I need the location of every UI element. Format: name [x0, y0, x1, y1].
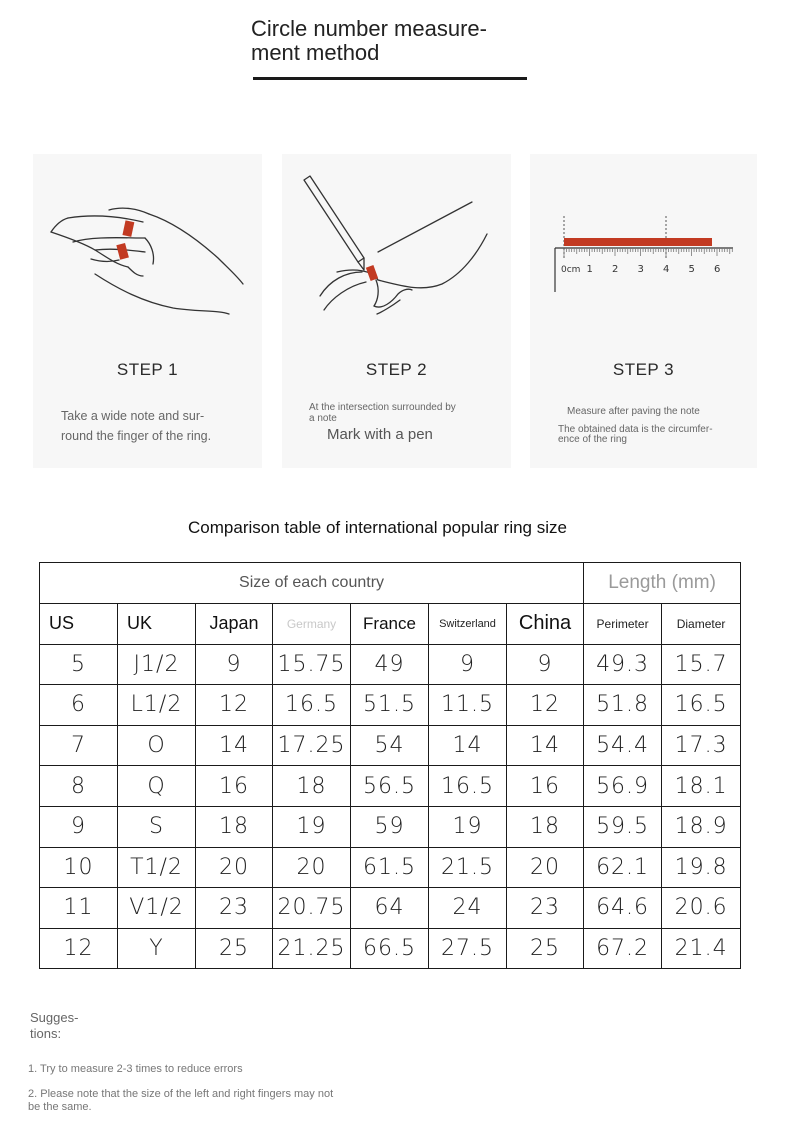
table-cell: 19.8: [662, 847, 741, 888]
page-title: [251, 17, 541, 65]
table-cell: O: [118, 725, 196, 766]
ring-size-table: [39, 562, 741, 969]
table-cell: 16.5: [429, 766, 507, 807]
table-cell: 14: [507, 725, 584, 766]
col-france: France: [351, 604, 429, 645]
table-cell: T1/2: [118, 847, 196, 888]
table-cell: 18: [196, 806, 273, 847]
step-3-card: [530, 154, 757, 468]
table-cell: 14: [429, 725, 507, 766]
table-cell: 16: [196, 766, 273, 807]
table-cell: 19: [429, 806, 507, 847]
table-cell: 21.25: [273, 928, 351, 969]
table-cell: 11.5: [429, 685, 507, 726]
table-cell: 20: [196, 847, 273, 888]
table-row: [40, 888, 741, 929]
table-cell: L1/2: [118, 685, 196, 726]
table-cell: 17.3: [662, 725, 741, 766]
country-size-header: Size of each country: [40, 563, 584, 604]
step-2-label: STEP 2: [365, 360, 428, 379]
table-cell: 27.5: [429, 928, 507, 969]
table-cell: 51.5: [351, 685, 429, 726]
table-cell: 21.5: [429, 847, 507, 888]
table-cell: 11: [40, 888, 118, 929]
table-cell: 64.6: [584, 888, 662, 929]
table-cell: 14: [196, 725, 273, 766]
suggestion-1: 1. Try to measure 2-3 times to reduce errors: [28, 1063, 243, 1075]
col-us: US: [40, 604, 118, 645]
ruler-tick-label: 5: [688, 264, 695, 275]
table-cell: 59: [351, 806, 429, 847]
table-cell: 18: [273, 766, 351, 807]
length-header: Length (mm): [584, 563, 741, 604]
table-row: [40, 847, 741, 888]
table-cell: 59.5: [584, 806, 662, 847]
suggestion-2: 2. Please note that the size of the left and right fingers may not be the same.: [28, 1088, 334, 1113]
table-cell: 18.9: [662, 806, 741, 847]
table-cell: 7: [40, 725, 118, 766]
ruler-tick-label: 2: [612, 264, 619, 275]
table-row: [40, 928, 741, 969]
table-cell: 61.5: [351, 847, 429, 888]
table-cell: 23: [507, 888, 584, 929]
table-cell: Q: [118, 766, 196, 807]
col-china: China: [507, 604, 584, 645]
table-cell: 64: [351, 888, 429, 929]
table-row: [40, 685, 741, 726]
table-cell: 9: [40, 806, 118, 847]
table-cell: 19: [273, 806, 351, 847]
table-cell: 18.1: [662, 766, 741, 807]
ruler-tick-label: 4: [663, 264, 670, 275]
table-row: [40, 806, 741, 847]
table-cell: Y: [118, 928, 196, 969]
table-cell: 25: [507, 928, 584, 969]
table-cell: 49: [351, 644, 429, 685]
col-japan: Japan: [196, 604, 273, 645]
table-cell: V1/2: [118, 888, 196, 929]
table-cell: 24: [429, 888, 507, 929]
table-cell: 16.5: [273, 685, 351, 726]
step-2-note: At the intersection surrounded by a note: [309, 402, 456, 424]
table-cell: 54: [351, 725, 429, 766]
comparison-title: Comparison table of international popular ring size: [188, 518, 567, 537]
ruler-tick-label: 3: [637, 264, 644, 275]
table-cell: 15.7: [662, 644, 741, 685]
step-2-description: Mark with a pen: [327, 426, 433, 443]
table-cell: 21.4: [662, 928, 741, 969]
table-cell: 49.3: [584, 644, 662, 685]
table-cell: 5: [40, 644, 118, 685]
table-cell: 62.1: [584, 847, 662, 888]
ruler-tick-label: 1: [586, 264, 593, 275]
table-cell: 66.5: [351, 928, 429, 969]
col-perimeter: Perimeter: [584, 604, 662, 645]
col-uk: UK: [118, 604, 196, 645]
hand-wrap-tape-icon: [33, 154, 262, 354]
step-3-description: Measure after paving the note: [567, 406, 700, 417]
table-cell: J1/2: [118, 644, 196, 685]
table-cell: 23: [196, 888, 273, 929]
table-cell: 12: [196, 685, 273, 726]
step-3-label: STEP 3: [612, 360, 675, 379]
measured-tape: [564, 238, 712, 246]
table-cell: 17.25: [273, 725, 351, 766]
col-diameter: Diameter: [662, 604, 741, 645]
page-title-line2: ment method: [251, 40, 380, 65]
table-cell: 9: [196, 644, 273, 685]
table-cell: 18: [507, 806, 584, 847]
page-title-line1: Circle number measure-: [251, 16, 487, 41]
step-1-label: STEP 1: [116, 360, 179, 379]
ruler-tick-label: 6: [714, 264, 721, 275]
col-germany: Germany: [273, 604, 351, 645]
table-cell: 9: [429, 644, 507, 685]
table-cell: 25: [196, 928, 273, 969]
step-3-note: The obtained data is the circumfer- ence of the ring: [558, 424, 713, 445]
hand-pen-mark-icon: [282, 154, 511, 354]
table-row: [40, 644, 741, 685]
table-cell: 20: [507, 847, 584, 888]
table-cell: 9: [507, 644, 584, 685]
table-cell: 20.75: [273, 888, 351, 929]
table-cell: 67.2: [584, 928, 662, 969]
table-cell: 16.5: [662, 685, 741, 726]
table-cell: S: [118, 806, 196, 847]
table-cell: 20.6: [662, 888, 741, 929]
ruler-unit-label: 0cm: [561, 265, 581, 275]
table-cell: 54.4: [584, 725, 662, 766]
suggestions-title: Sugges- tions:: [30, 1010, 79, 1041]
step-1-card: [33, 154, 262, 468]
table-cell: 12: [507, 685, 584, 726]
table-cell: 10: [40, 847, 118, 888]
table-cell: 15.75: [273, 644, 351, 685]
table-cell: 56.5: [351, 766, 429, 807]
title-underline: [253, 77, 527, 80]
table-cell: 56.9: [584, 766, 662, 807]
step-2-card: [282, 154, 511, 468]
table-row: [40, 725, 741, 766]
table-cell: 51.8: [584, 685, 662, 726]
step-1-description: Take a wide note and sur- round the finger of the ring.: [61, 409, 212, 443]
col-switzerland: Switzerland: [429, 604, 507, 645]
table-cell: 8: [40, 766, 118, 807]
table-row: [40, 766, 741, 807]
ruler-measurement-icon: [530, 154, 757, 354]
table-cell: 20: [273, 847, 351, 888]
column-header-row: [40, 604, 741, 645]
table-cell: 16: [507, 766, 584, 807]
table-cell: 6: [40, 685, 118, 726]
table-cell: 12: [40, 928, 118, 969]
